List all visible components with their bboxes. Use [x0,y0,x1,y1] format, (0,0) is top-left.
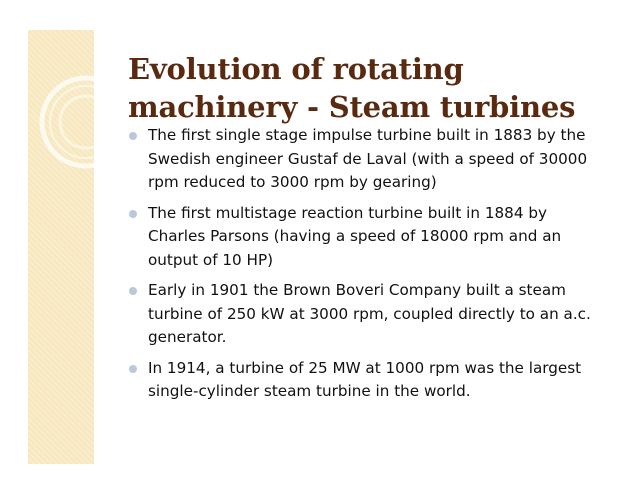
circle-bullet-icon [129,210,137,218]
circle-bullet-icon [129,132,137,140]
circle-bullet-icon [129,287,137,295]
slide-title-line-2: machinery - Steam turbines [128,90,576,124]
slide-title-line-1: Evolution of rotating [128,52,464,86]
bullet-item-1 [128,124,598,195]
bullet-text-1: The first single stage impulse turbine built in 1883 by the Swedish engineer Gustaf de Laval (with a speed of 30000 rpm reduced to 3000 rpm by gearing) [148,126,588,191]
bullet-text-2: The first multistage reaction turbine built in 1884 by Charles Parsons (having a speed of 18000 rpm and an output of 10 HP) [148,203,562,269]
slide-title [128,50,608,126]
bullet-item-4 [128,357,598,404]
bullet-item-3 [128,279,598,350]
bullet-text-4: In 1914, a turbine of 25 MW at 1000 rpm was the largest single-cylinder steam turbine in the world. [148,358,582,400]
bullet-list [128,124,598,411]
bullet-item-2 [128,202,598,273]
circle-bullet-icon [129,365,137,373]
bullet-text-3: Early in 1901 the Brown Boveri Company built a steam turbine of 250 kW at 3000 rpm, coupled directly to an a.c. generator. [148,281,591,346]
